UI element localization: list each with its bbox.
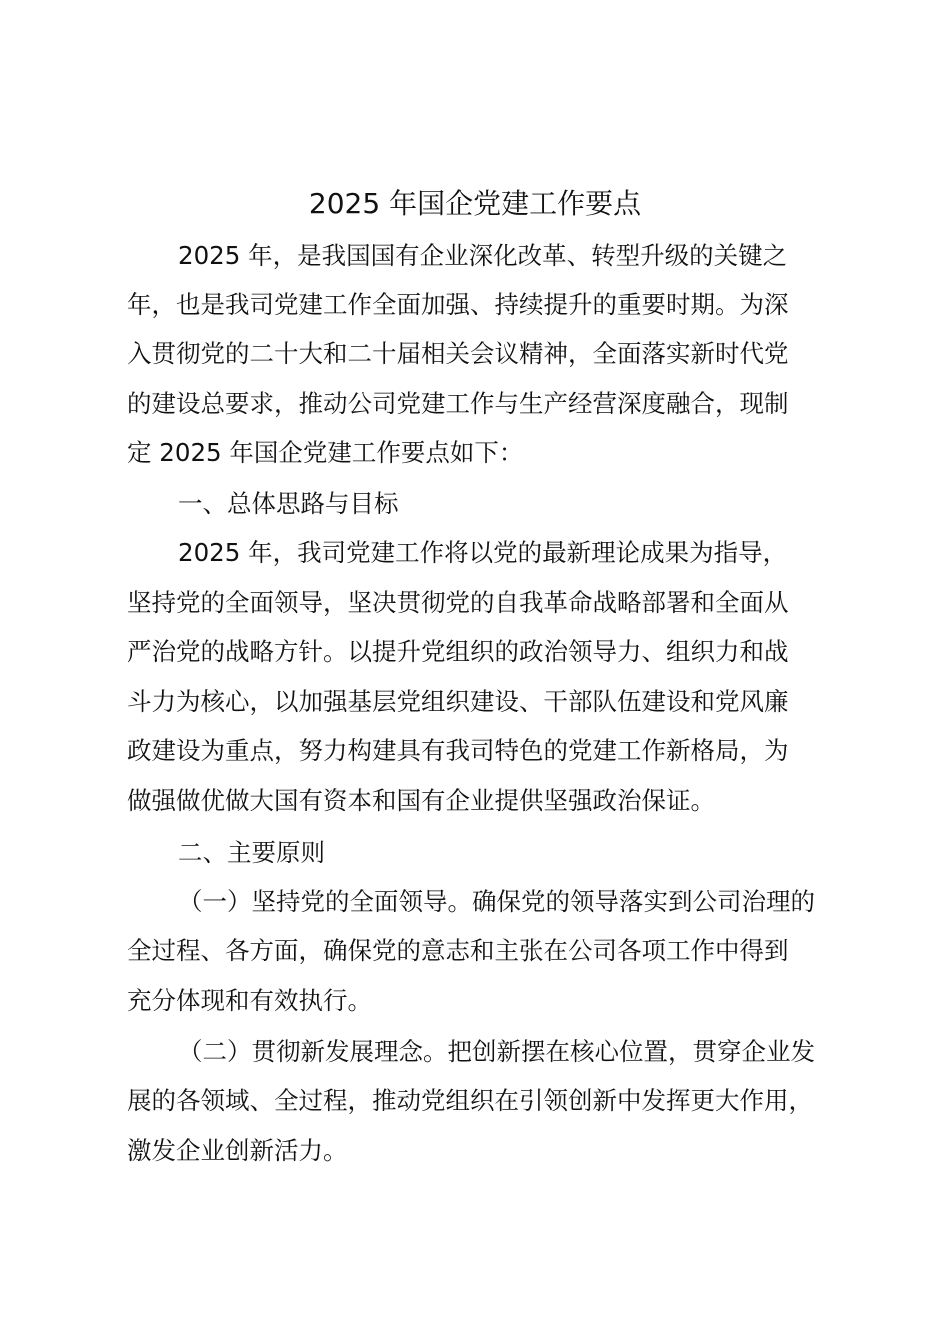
paragraph-line: 充分体现和有效执行。	[127, 986, 372, 1015]
paragraph-line: （二）贯彻新发展理念。把创新摆在核心位置，贯穿企业发	[178, 1037, 815, 1066]
document-title: 2025 年国企党建工作要点	[308, 187, 642, 220]
paragraph-line: 政建设为重点，努力构建具有我司特色的党建工作新格局，为	[127, 736, 789, 765]
paragraph-line: 展的各领域、全过程，推动党组织在引领创新中发挥更大作用，	[127, 1086, 813, 1115]
paragraph-line: 2025 年，我司党建工作将以党的最新理论成果为指导，	[178, 538, 788, 567]
paragraph-line: 年，也是我司党建工作全面加强、持续提升的重要时期。为深	[127, 290, 789, 319]
paragraph-line: 斗力为核心，以加强基层党组织建设、干部队伍建设和党风廉	[127, 687, 789, 716]
paragraph-line: 的建设总要求，推动公司党建工作与生产经营深度融合，现制	[127, 389, 789, 418]
section-heading: 一、总体思路与目标	[178, 489, 399, 518]
paragraph-line: 定 2025 年国企党建工作要点如下：	[127, 438, 524, 467]
paragraph-line: 坚持党的全面领导，坚决贯彻党的自我革命战略部署和全面从	[127, 588, 789, 617]
paragraph-line: 严治党的战略方针。以提升党组织的政治领导力、组织力和战	[127, 637, 789, 666]
paragraph-line: 做强做优做大国有资本和国有企业提供坚强政治保证。	[127, 786, 715, 815]
section-heading: 二、主要原则	[178, 838, 325, 867]
paragraph-line: 激发企业创新活力。	[127, 1136, 348, 1165]
paragraph-line: 入贯彻党的二十大和二十届相关会议精神，全面落实新时代党	[127, 339, 789, 368]
paragraph-line: 全过程、各方面，确保党的意志和主张在公司各项工作中得到	[127, 936, 789, 965]
paragraph-line: （一）坚持党的全面领导。确保党的领导落实到公司治理的	[178, 887, 815, 916]
paragraph-line: 2025 年，是我国国有企业深化改革、转型升级的关键之	[178, 241, 788, 270]
